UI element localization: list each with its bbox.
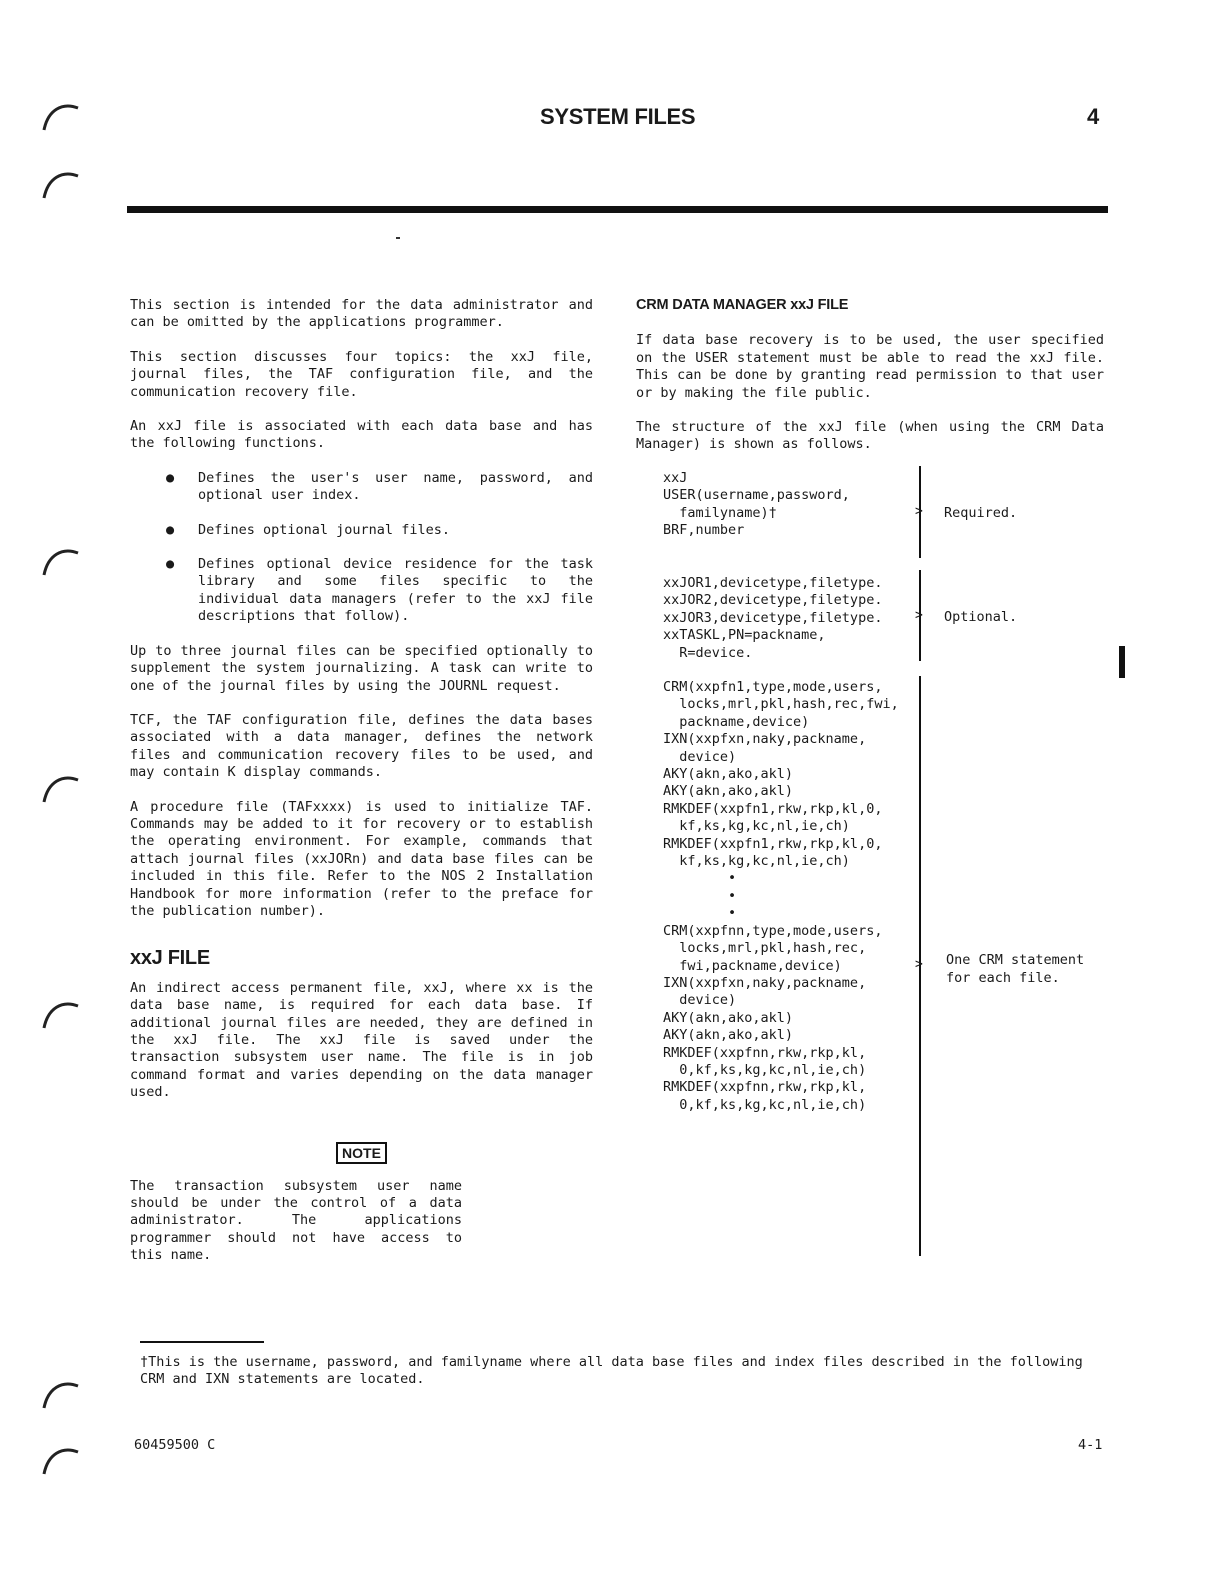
code-line: xxJOR1,devicetype,filetype. [663,575,883,591]
label-crm-line2: for each file. [946,970,1060,986]
code-line: xxJOR3,devicetype,filetype. [663,609,883,626]
binder-hole-mark [40,772,80,812]
code-line: • [663,905,737,922]
footnote: †This is the username, password, and familyname where all data base files and index files described in the following CRM and IXN statements are located. [140,1354,1083,1388]
code-line: kf,ks,kg,kc,nl,ie,ch) [663,853,850,870]
code-line: familyname)† [663,504,777,521]
body-paragraph: TCF, the TAF configuration file, defines the data bases associated with a data manager, defines the network files and communication recovery files to be used, and may contain K display commands. [130,711,593,781]
page-number: 4-1 [1078,1437,1103,1453]
code-line: device) [663,992,737,1009]
binder-hole-mark [40,100,80,140]
code-line: packname,device) [663,713,810,730]
code-line: fwi,packname,device) [663,957,842,974]
note-label: NOTE [336,1142,387,1164]
binder-hole-mark [40,1444,80,1484]
code-line: locks,mrl,pkl,hash,rec, [663,940,867,957]
label-required: Required. [944,505,1018,521]
code-optional-group [663,575,882,662]
list-item [130,556,593,626]
bullet-icon: ● [166,556,175,573]
scan-speck [396,237,400,239]
code-line: BRF,number [663,522,745,539]
code-line: xxTASKL,PN=packname, [663,627,826,644]
list-item-text: Defines optional device residence for the task library and some files specific to the individual data managers (refer to the xxJ file descriptions that follow). [198,556,593,625]
chapter-number: 4 [1087,104,1100,129]
list-item-text: Defines optional journal files. [198,521,450,538]
code-line: AKY(akn,ako,akl) [663,1027,794,1044]
code-line: AKY(akn,ako,akl) [663,766,794,783]
code-line: CRM(xxpfnn,type,mode,users, [663,922,883,939]
header-rule [127,206,1108,213]
code-line: AKY(akn,ako,akl) [663,1009,794,1026]
binder-hole-mark [40,998,80,1038]
code-crm-group [663,679,899,1114]
code-line: RMKDEF(xxpfn1,rkw,rkp,kl,0, [663,835,883,852]
bullet-icon: ● [166,521,175,538]
code-line: device) [663,748,737,765]
bullet-icon: ● [166,469,175,486]
change-bar [1119,646,1125,678]
code-line: USER(username,password, [663,487,850,504]
code-line: CRM(xxpfn1,type,mode,users, [663,679,883,695]
code-line: • [663,870,737,887]
list-item-text: Defines the user's user name, password, and optional user index. [198,469,593,504]
note-text: The transaction subsystem user name should be under the control of a data administrator. The applications programmer should not have access to this name. [130,1177,462,1264]
code-line: 0,kf,ks,kg,kc,nl,ie,ch) [663,1061,867,1078]
right-column [636,297,1104,471]
brace-tip-optional: > [915,608,923,623]
document-number: 60459500 C [134,1437,216,1453]
left-column [130,297,593,1282]
section-heading-xxj-file: xxJ FILE [130,947,210,970]
list-item [130,470,593,505]
page-title: SYSTEM FILES [540,104,696,129]
footnote-rule [140,1341,264,1343]
brace-tip-crm: > [915,957,923,972]
binder-hole-mark [40,545,80,585]
code-line: R=device. [663,644,753,661]
xxj-paragraph: An indirect access permanent file, xxJ, where xx is the data base name, is required for each data base. If additional journal files are needed, they are defined in the xxJ file. The xxJ file is saved under the transaction subsystem user name. The file is in job command format and varies depending on the data manager used. [130,979,593,1101]
code-line: xxJ [663,470,688,486]
code-line: IXN(xxpfxn,naky,packname, [663,731,867,748]
body-paragraph: A procedure file (TAFxxxx) is used to initialize TAF. Commands may be added to it for recovery or to establish the operating environment. For example, commands that attach journal files (xxJORn) and data base files can be included in this file. Refer to the NOS 2 Installation Handbook for more information (refer to the preface for the publication number). [130,798,593,919]
body-paragraph: The structure of the xxJ file (when using the CRM Data Manager) is shown as follows. [636,419,1104,453]
section-heading-crm-xxj: CRM DATA MANAGER xxJ FILE [636,297,849,313]
code-line: 0,kf,ks,kg,kc,nl,ie,ch) [663,1096,867,1113]
label-optional: Optional. [944,609,1018,625]
brace-tip-required: > [915,504,923,519]
body-paragraph: Up to three journal files can be specified optionally to supplement the system journalizing. A task can write to one of the journal files by using the JOURNL request. [130,642,593,694]
code-line: kf,ks,kg,kc,nl,ie,ch) [663,818,850,835]
function-list [130,470,593,626]
list-item [130,522,593,539]
code-line: xxJOR2,devicetype,filetype. [663,592,883,609]
binder-hole-mark [40,168,80,208]
intro-paragraph: An xxJ file is associated with each data base and has the following functions. [130,418,593,452]
note-label-wrap [130,1142,593,1164]
label-crm-line1: One CRM statement [946,952,1085,968]
binder-hole-mark [40,1378,80,1418]
code-required-group [663,470,850,540]
code-line: • [663,887,737,904]
intro-paragraph: This section discusses four topics: the xxJ file, journal files, the TAF configuration file, and the communication recovery file. [130,348,593,400]
code-line: locks,mrl,pkl,hash,rec,fwi, [663,696,899,713]
code-line: RMKDEF(xxpfnn,rkw,rkp,kl, [663,1044,867,1061]
code-line: RMKDEF(xxpfnn,rkw,rkp,kl, [663,1079,867,1096]
code-line: AKY(akn,ako,akl) [663,783,794,800]
intro-paragraph: This section is intended for the data administrator and can be omitted by the applications programmer. [130,297,593,331]
body-paragraph: If data base recovery is to be used, the user specified on the USER statement must be able to read the xxJ file. This can be done by granting read permission to that user or by making the file public. [636,332,1104,401]
code-line: IXN(xxpfxn,naky,packname, [663,974,867,991]
code-line: RMKDEF(xxpfn1,rkw,rkp,kl,0, [663,800,883,817]
